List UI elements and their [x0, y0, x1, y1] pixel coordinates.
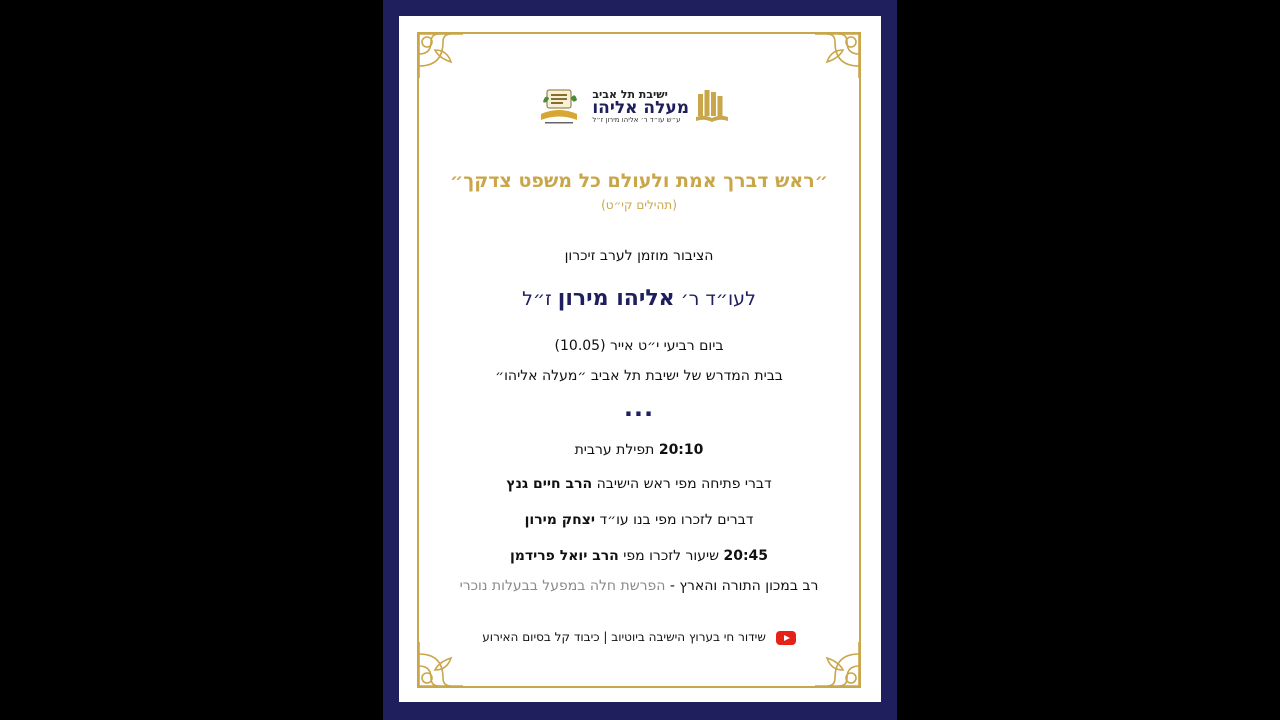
separator-dots: ...	[623, 394, 655, 422]
footer-text: שידור חי בערוץ הישיבה ביוטיוב | כיבוד קל בסיום האירוע	[482, 630, 766, 644]
schedule-item-shiur	[417, 548, 861, 564]
schedule-time: 20:10	[658, 442, 704, 458]
event-place: בבית המדרש של ישיבת תל אביב ״מעלה אליהו״	[495, 368, 783, 384]
memorial-suffix: ז״ל	[522, 288, 552, 310]
schedule-speaker: הרב יואל פרידמן	[509, 548, 619, 564]
yeshiva-logo	[592, 86, 729, 126]
yeshiva-logo-sub: ע״ש עו״ד ר׳ אליהו מירון ז״ל	[592, 115, 681, 124]
psalm-quote-source: (תהילים קי״ט)	[601, 198, 677, 212]
schedule-time: 20:45	[723, 548, 769, 564]
yeshiva-logo-top: ישיבת תל אביב	[592, 87, 668, 101]
schedule-item-shiur-topic	[417, 578, 861, 594]
schedule-text: תפילת ערבית	[574, 442, 655, 458]
schedule-item-maariv	[417, 442, 861, 458]
shiur-topic: הפרשת חלה במפעל בבעלות נוכרי	[459, 578, 666, 594]
yeshiva-logo-text	[592, 89, 689, 124]
logos-row	[417, 86, 861, 126]
youtube-icon	[776, 631, 796, 645]
books-icon	[695, 88, 729, 124]
yeshiva-logo-main: מעלה אליהו	[592, 97, 689, 118]
schedule-text: שיעור לזכרו מפי	[623, 548, 720, 564]
schedule-item-son	[417, 512, 861, 528]
event-date: ביום רביעי י״ט אייר (10.05)	[554, 338, 724, 354]
memorial-prefix: לעו״ד ר׳	[680, 288, 756, 310]
machon-hatorah-vehaaretz-logo-icon	[537, 88, 581, 126]
invitation-text: הציבור מוזמן לערב זיכרון	[564, 248, 714, 264]
schedule-text: דברי פתיחה מפי ראש הישיבה	[596, 476, 772, 492]
memorial-name: אליהו מירון	[557, 286, 675, 311]
footer-note	[417, 630, 861, 645]
memorial-line	[417, 286, 861, 311]
schedule-speaker: יצחק מירון	[524, 512, 595, 528]
schedule-text: דברים לזכרו מפי בנו עו״ד	[599, 512, 754, 528]
psalm-quote: ״ראש דברך אמת ולעולם כל משפט צדקך״	[449, 170, 829, 192]
schedule-speaker: הרב חיים גנץ	[506, 476, 593, 492]
speaker-title: רב במכון התורה והארץ -	[669, 578, 819, 594]
schedule-item-opening	[417, 476, 861, 492]
poster-content	[417, 32, 861, 688]
